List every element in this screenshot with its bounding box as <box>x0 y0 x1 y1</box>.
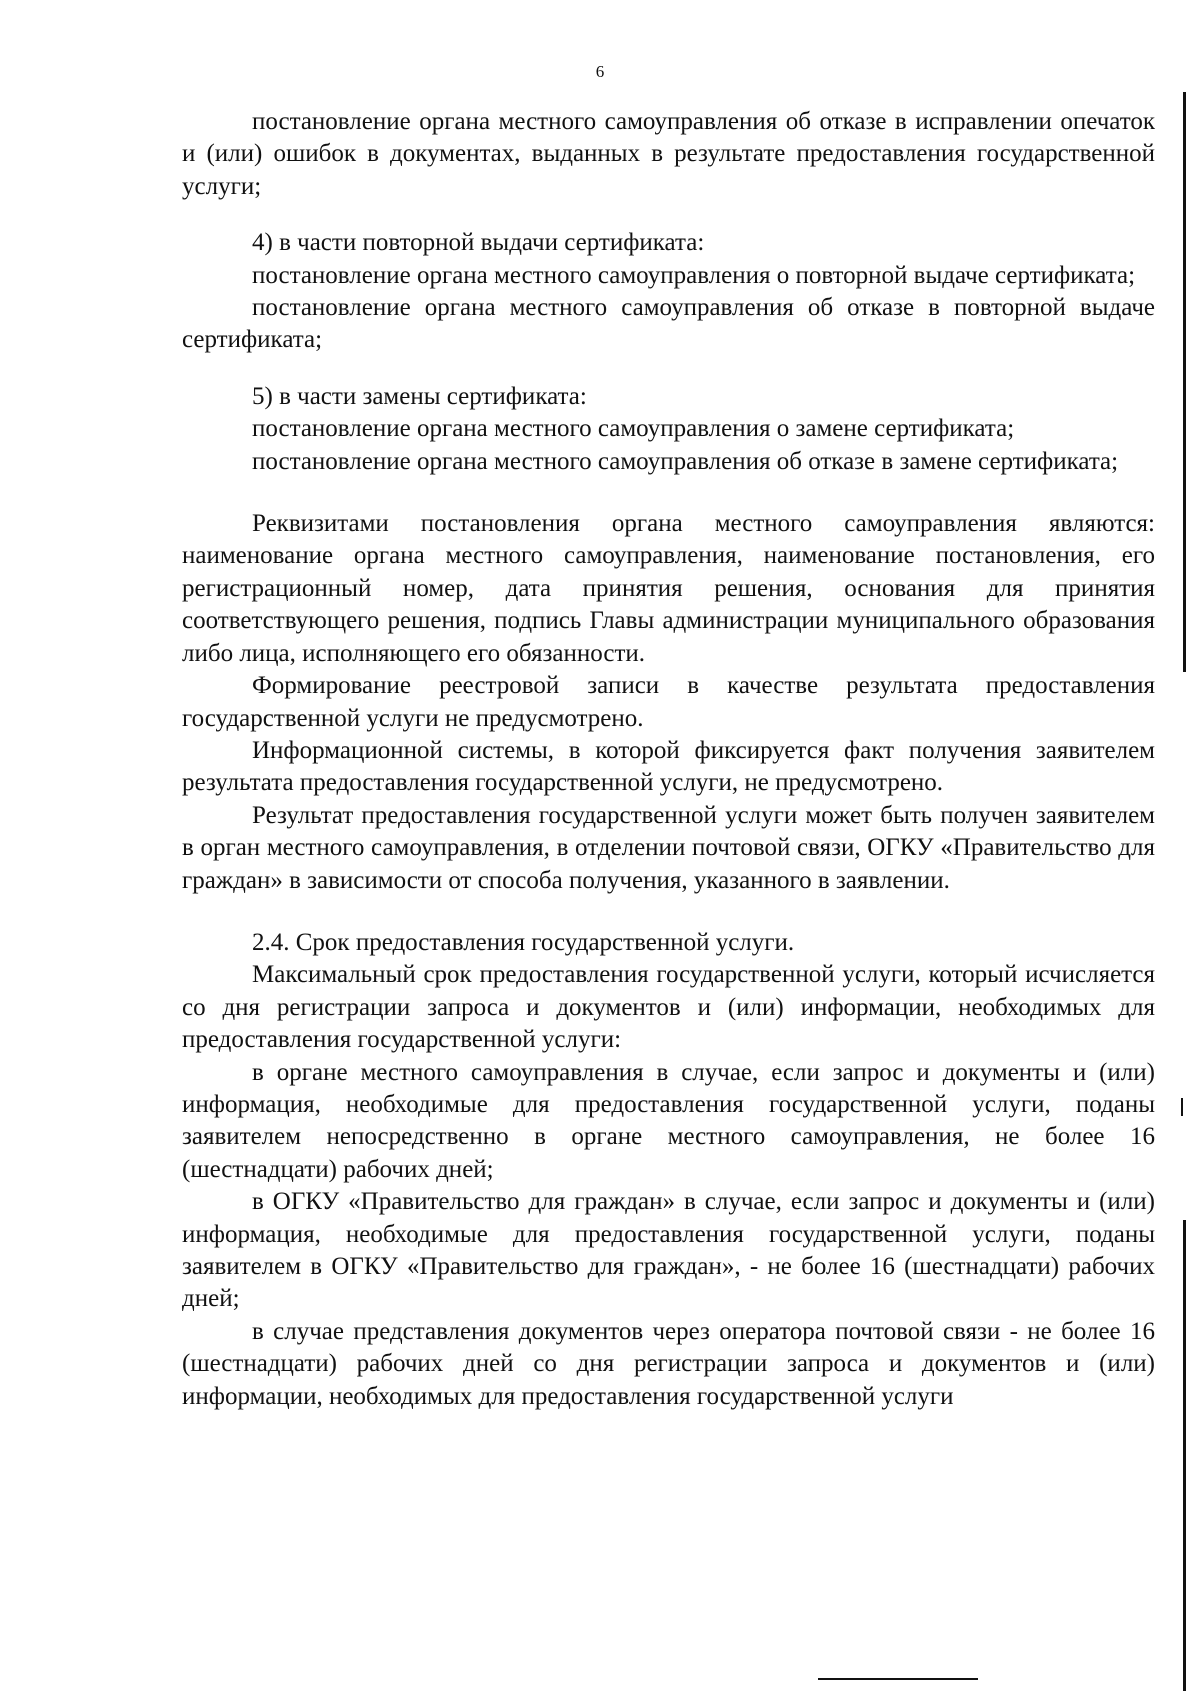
paragraph-registry-record: Формирование реестровой записи в качестве результата предоставления государственной услуги не предусмотрено. <box>182 672 1155 732</box>
paragraph-result-delivery: Результат предоставления государственной услуги может быть получен заявителем в орган местного самоуправления, в отделении почтовой связи, ОГКУ «Правительство для граждан» в зависимости от способа получения, указанного в заявлении. <box>182 801 1155 894</box>
paragraph-reissue-decision: постановление органа местного самоуправления о повторной выдаче сертификата; <box>252 261 1136 289</box>
document-body <box>182 106 1155 1413</box>
paragraph-information-system: Информационной системы, в которой фиксируется факт получения заявителем результата предоставления государственной услуги, не предусмотрено. <box>182 736 1155 797</box>
section-heading-2-4: 2.4. Срок предоставления государственной услуги. <box>252 928 795 956</box>
paragraph-term-ogku: в ОГКУ «Правительство для граждан» в случае, если запрос и документы и (или) информация, необходимые для предоставления государственной услуги, поданы заявителем в ОГКУ «Правительство для граждан», - не более 16 (шестнадцати) рабочих дней; <box>182 1188 1155 1313</box>
footer-rule <box>818 1678 978 1680</box>
paragraph-reissue-refusal: постановление органа местного самоуправления об отказе в повторной выдаче сертификата; <box>182 294 1155 354</box>
page-number: 6 <box>595 62 605 81</box>
paragraph-item-4-heading: 4) в части повторной выдачи сертификата: <box>252 229 705 257</box>
scan-edge-line-lower <box>1183 1220 1186 1691</box>
paragraph-requisites: Реквизитами постановления органа местного самоуправления являются: наименование органа местного самоуправления, наименование постановления, его регистрационный номер, дата принятия решения, основания для принятия соответствующего решения, подпись Главы администрации муниципального образования либо лица, исполняющего его обязанности. <box>182 510 1155 667</box>
paragraph-replacement-refusal: постановление органа местного самоуправления об отказе в замене сертификата; <box>252 447 1119 475</box>
paragraph-term-local-authority: в органе местного самоуправления в случае, если запрос и документы и (или) информация, необходимые для предоставления государственной услуги, поданы заявителем непосредственно в органе местного самоуправления, не более 16 (шестнадцати) рабочих дней; <box>182 1058 1155 1183</box>
paragraph-term-postal: в случае представления документов через оператора почтовой связи - не более 16 (шестнадцати) рабочих дней со дня регистрации запроса и документов и (или) информации, необходимых для предоставления государственной услуги <box>182 1317 1155 1410</box>
paragraph-replacement-decision: постановление органа местного самоуправления о замене сертификата; <box>252 415 1015 443</box>
paragraph-item-5-heading: 5) в части замены сертификата: <box>252 382 587 410</box>
paragraph-max-term: Максимальный срок предоставления государственной услуги, который исчисляется со дня регистрации запроса и документов и (или) информации, необходимых для предоставления государственной услуги: <box>182 961 1155 1054</box>
scan-edge-mark <box>1181 1098 1183 1116</box>
paragraph-refusal-correction: постановление органа местного самоуправления об отказе в исправлении опечаток и (или) ошибок в документах, выданных в результате предоставления государственной услуги; <box>182 108 1155 200</box>
scan-edge-line <box>1183 92 1186 672</box>
